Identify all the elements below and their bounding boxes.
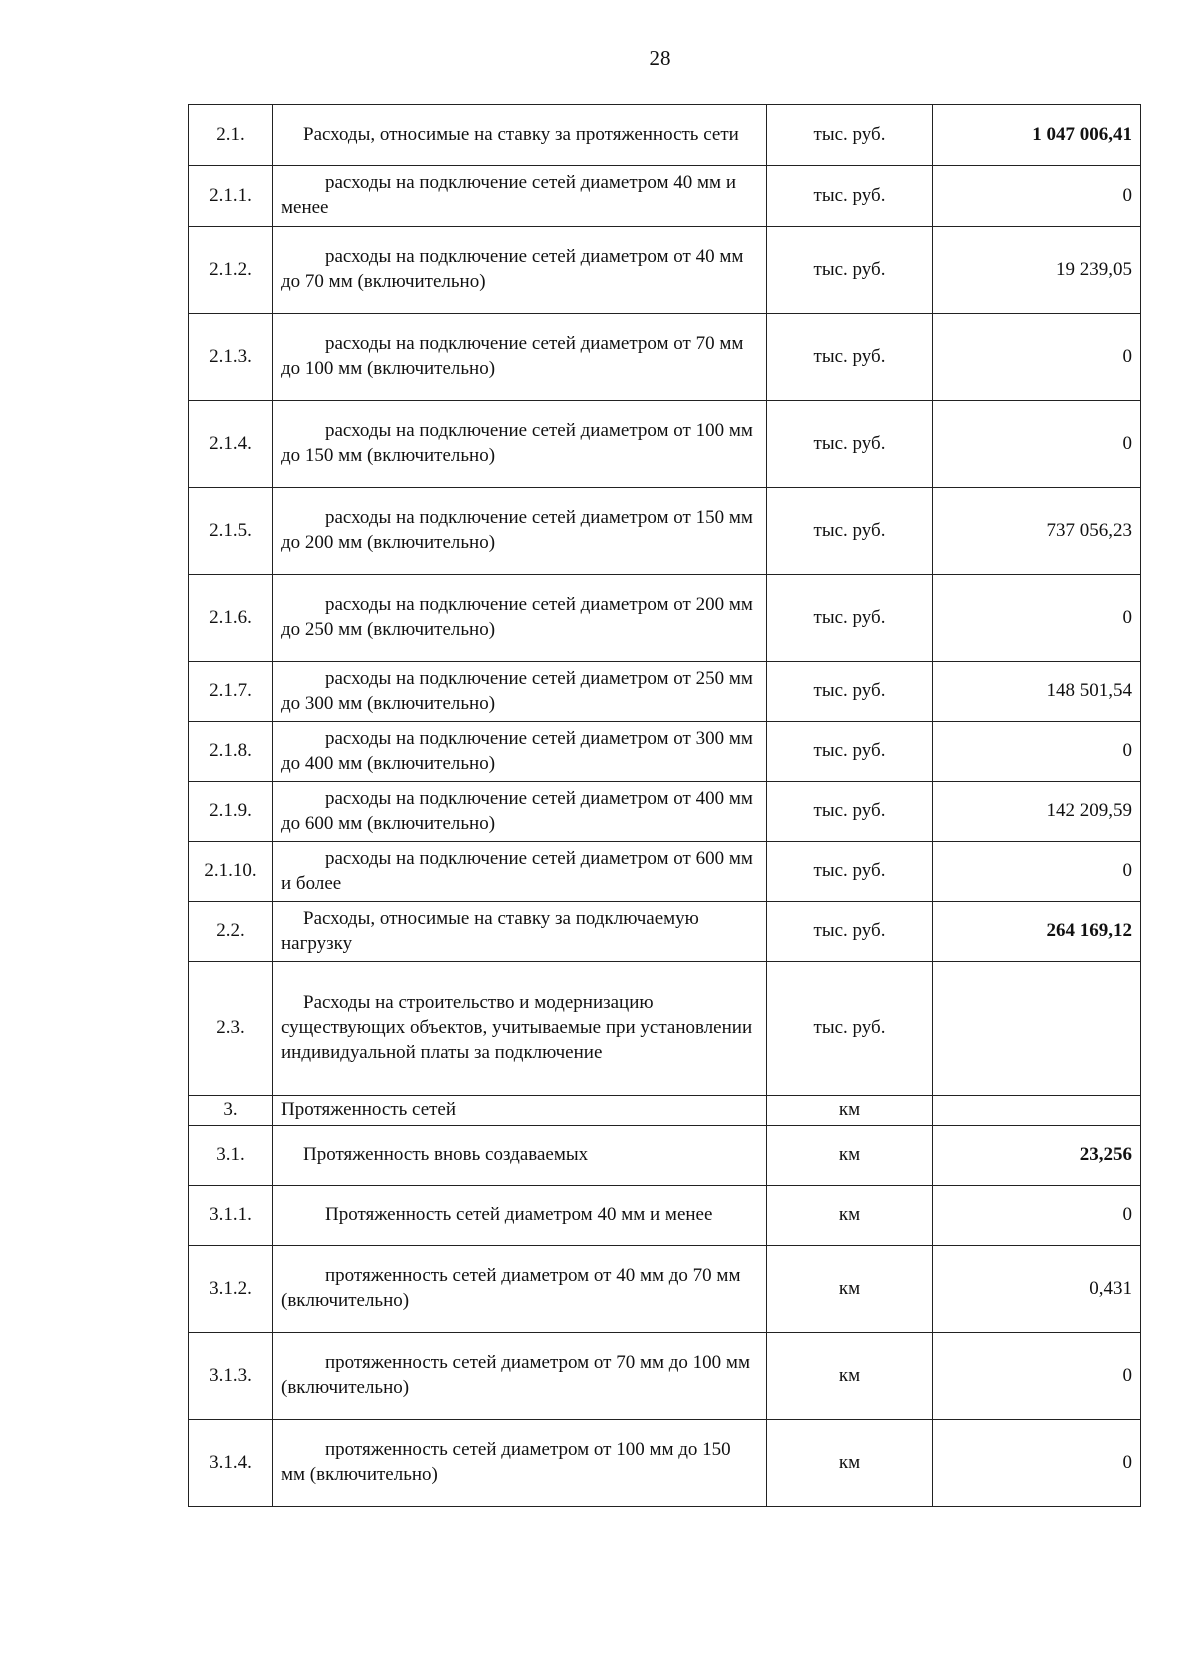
- row-value: 148 501,54: [933, 662, 1141, 722]
- row-number: 3.1.1.: [189, 1186, 273, 1246]
- row-name-cell: [273, 962, 767, 1096]
- row-name-cell: [273, 662, 767, 722]
- row-unit: тыс. руб.: [767, 782, 933, 842]
- row-name-cell: [273, 227, 767, 314]
- row-number: 2.1.10.: [189, 842, 273, 902]
- row-name-cell: [273, 902, 767, 962]
- row-name: расходы на подключение сетей диаметром от 600 мм и более: [281, 847, 753, 894]
- row-name: расходы на подключение сетей диаметром от 100 мм до 150 мм (включительно): [281, 420, 753, 466]
- row-value: [933, 1096, 1141, 1126]
- table-row: [189, 722, 1141, 782]
- row-name-cell: [273, 488, 767, 575]
- tariff-table: [188, 104, 1141, 1507]
- row-name-cell: [273, 1420, 767, 1507]
- row-value: 0: [933, 401, 1141, 488]
- row-value: 0: [933, 1420, 1141, 1507]
- row-value: 737 056,23: [933, 488, 1141, 575]
- row-name-cell: [273, 166, 767, 227]
- row-name: расходы на подключение сетей диаметром 40 мм и менее: [281, 172, 736, 218]
- row-name-cell: [273, 722, 767, 782]
- table-row: [189, 1420, 1141, 1507]
- row-value: 0: [933, 842, 1141, 902]
- table-row: [189, 227, 1141, 314]
- row-unit: км: [767, 1333, 933, 1420]
- row-number: 2.1.7.: [189, 662, 273, 722]
- row-number: 2.1.8.: [189, 722, 273, 782]
- row-value: 0: [933, 314, 1141, 401]
- row-unit: тыс. руб.: [767, 166, 933, 227]
- row-unit: тыс. руб.: [767, 227, 933, 314]
- row-number: 2.1.1.: [189, 166, 273, 227]
- table-row: [189, 1186, 1141, 1246]
- row-name-cell: [273, 401, 767, 488]
- table-row: [189, 1126, 1141, 1186]
- row-name-cell: [273, 1333, 767, 1420]
- row-unit: тыс. руб.: [767, 314, 933, 401]
- row-name-cell: [273, 575, 767, 662]
- page-number: 28: [649, 46, 671, 70]
- table-row: [189, 401, 1141, 488]
- row-value: 23,256: [933, 1126, 1141, 1186]
- row-number: 2.1.9.: [189, 782, 273, 842]
- table-row: [189, 488, 1141, 575]
- row-name-cell: [273, 105, 767, 166]
- row-name-cell: [273, 1096, 767, 1126]
- row-name: Протяженность вновь создаваемых: [303, 1144, 589, 1166]
- table-row: [189, 662, 1141, 722]
- row-value: 264 169,12: [933, 902, 1141, 962]
- table-row: [189, 166, 1141, 227]
- row-unit: км: [767, 1186, 933, 1246]
- row-number: 3.1.2.: [189, 1246, 273, 1333]
- row-name: Протяженность сетей диаметром 40 мм и менее: [325, 1204, 713, 1226]
- row-number: 2.1.6.: [189, 575, 273, 662]
- row-unit: тыс. руб.: [767, 575, 933, 662]
- row-unit: тыс. руб.: [767, 488, 933, 575]
- row-value: 0: [933, 1186, 1141, 1246]
- row-number: 2.1.2.: [189, 227, 273, 314]
- row-number: 2.1.5.: [189, 488, 273, 575]
- row-number: 3.: [189, 1096, 273, 1126]
- row-name: расходы на подключение сетей диаметром от 40 мм до 70 мм (включительно): [281, 246, 744, 292]
- row-value: [933, 962, 1141, 1096]
- table-row: [189, 1333, 1141, 1420]
- row-name-cell: [273, 1126, 767, 1186]
- table-row: [189, 782, 1141, 842]
- row-unit: тыс. руб.: [767, 722, 933, 782]
- row-number: 2.1.4.: [189, 401, 273, 488]
- row-value: 0: [933, 722, 1141, 782]
- row-name: расходы на подключение сетей диаметром от 400 мм до 600 мм (включительно): [281, 787, 753, 834]
- table-body: [189, 105, 1141, 1507]
- row-value: 0,431: [933, 1246, 1141, 1333]
- row-number: 3.1.4.: [189, 1420, 273, 1507]
- row-unit: км: [767, 1096, 933, 1126]
- row-name-cell: [273, 1186, 767, 1246]
- table-row: [189, 902, 1141, 962]
- row-value: 142 209,59: [933, 782, 1141, 842]
- row-number: 2.3.: [189, 962, 273, 1096]
- table-row: [189, 1096, 1141, 1126]
- table-row: [189, 1246, 1141, 1333]
- row-name-cell: [273, 314, 767, 401]
- row-unit: км: [767, 1246, 933, 1333]
- table-row: [189, 962, 1141, 1096]
- row-name: расходы на подключение сетей диаметром от 150 мм до 200 мм (включительно): [281, 507, 753, 553]
- row-unit: тыс. руб.: [767, 962, 933, 1096]
- row-name-cell: [273, 842, 767, 902]
- row-number: 3.1.3.: [189, 1333, 273, 1420]
- row-name: протяженность сетей диаметром от 100 мм до 150 мм (включительно): [281, 1439, 731, 1485]
- row-number: 3.1.: [189, 1126, 273, 1186]
- row-name: Расходы, относимые на ставку за подключаемую нагрузку: [281, 907, 699, 954]
- row-unit: тыс. руб.: [767, 662, 933, 722]
- table-row: [189, 842, 1141, 902]
- row-value: 1 047 006,41: [933, 105, 1141, 166]
- row-number: 2.1.3.: [189, 314, 273, 401]
- row-value: 19 239,05: [933, 227, 1141, 314]
- row-number: 2.2.: [189, 902, 273, 962]
- row-unit: км: [767, 1420, 933, 1507]
- row-value: 0: [933, 166, 1141, 227]
- row-value: 0: [933, 575, 1141, 662]
- row-name-cell: [273, 1246, 767, 1333]
- row-name: расходы на подключение сетей диаметром от 70 мм до 100 мм (включительно): [281, 333, 744, 379]
- row-unit: км: [767, 1126, 933, 1186]
- row-unit: тыс. руб.: [767, 401, 933, 488]
- table-row: [189, 575, 1141, 662]
- row-unit: тыс. руб.: [767, 105, 933, 166]
- row-name: Протяженность сетей: [281, 1099, 457, 1121]
- row-unit: тыс. руб.: [767, 842, 933, 902]
- row-name: протяженность сетей диаметром от 70 мм до 100 мм (включительно): [281, 1352, 750, 1398]
- table-row: [189, 105, 1141, 166]
- row-name: расходы на подключение сетей диаметром от 200 мм до 250 мм (включительно): [281, 594, 753, 640]
- row-name: расходы на подключение сетей диаметром от 300 мм до 400 мм (включительно): [281, 727, 753, 774]
- row-name: Расходы, относимые на ставку за протяженность сети: [303, 123, 739, 145]
- row-name-cell: [273, 782, 767, 842]
- row-number: 2.1.: [189, 105, 273, 166]
- row-name: протяженность сетей диаметром от 40 мм до 70 мм (включительно): [281, 1265, 741, 1311]
- row-unit: тыс. руб.: [767, 902, 933, 962]
- table-row: [189, 314, 1141, 401]
- row-value: 0: [933, 1333, 1141, 1420]
- row-name: расходы на подключение сетей диаметром от 250 мм до 300 мм (включительно): [281, 667, 753, 714]
- row-name: Расходы на строительство и модернизацию существующих объектов, учитываемые при установлении индивидуальной платы за подключение: [281, 992, 753, 1063]
